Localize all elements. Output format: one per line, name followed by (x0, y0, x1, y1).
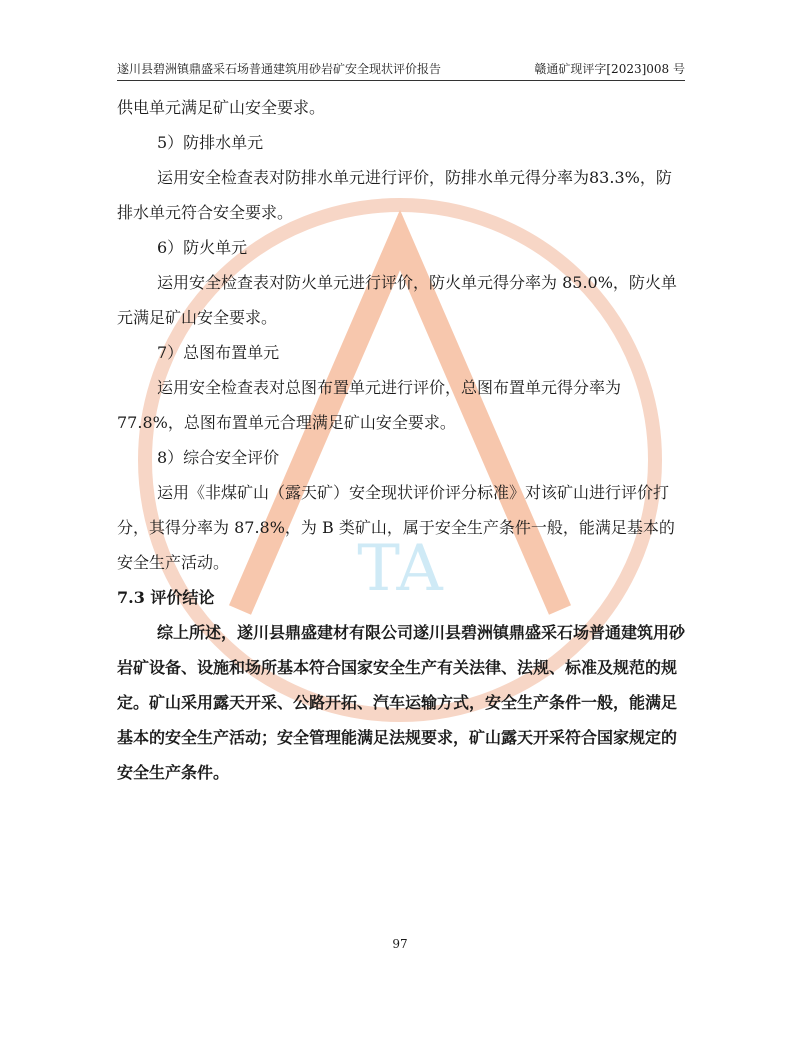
page-number: 97 (392, 937, 408, 951)
document-body (117, 90, 687, 790)
page-header (117, 58, 685, 81)
section-heading: 7.3 评价结论 (117, 588, 215, 607)
paragraph: 7）总图布置单元 (157, 343, 280, 362)
header-report-title: 遂川县碧洲镇鼎盛采石场普通建筑用砂岩矿安全现状评价报告 (117, 62, 442, 76)
paragraph: 运用安全检查表对防排水单元进行评价，防排水单元得分率为83.3%，防排水单元符合安全要求。 (117, 168, 672, 222)
paragraph: 6）防火单元 (157, 238, 248, 257)
paragraph: 8）综合安全评价 (157, 448, 280, 467)
paragraph: 运用安全检查表对防火单元进行评价，防火单元得分率为 85.0%，防火单元满足矿山安全要求。 (117, 273, 677, 327)
paragraph: 供电单元满足矿山安全要求。 (117, 98, 326, 117)
header-doc-number: 赣通矿现评字[2023]008 号 (534, 62, 685, 76)
svg-text:TA: TA (357, 532, 443, 606)
paragraph: 运用安全检查表对总图布置单元进行评价，总图布置单元得分率为77.8%，总图布置单元合理满足矿山安全要求。 (117, 378, 622, 432)
paragraph: 5）防排水单元 (157, 133, 264, 152)
conclusion-paragraph: 综上所述，遂川县鼎盛建材有限公司遂川县碧洲镇鼎盛采石场普通建筑用砂岩矿设备、设施和场所基本符合国家安全生产有关法律、法规、标准及规范的规定。矿山采用露天开采、公路开拓、汽车运输方式，安全生产条件一般，能满足基本的安全生产活动；安全管理能满足法规要求，矿山露天开采符合国家规定的安全生产条件。 (117, 623, 686, 782)
paragraph: 运用《非煤矿山（露天矿）安全现状评价评分标准》对该矿山进行评价打分，其得分率为 87.8%，为 B 类矿山，属于安全生产条件一般，能满足基本的安全生产活动。 (117, 483, 675, 572)
